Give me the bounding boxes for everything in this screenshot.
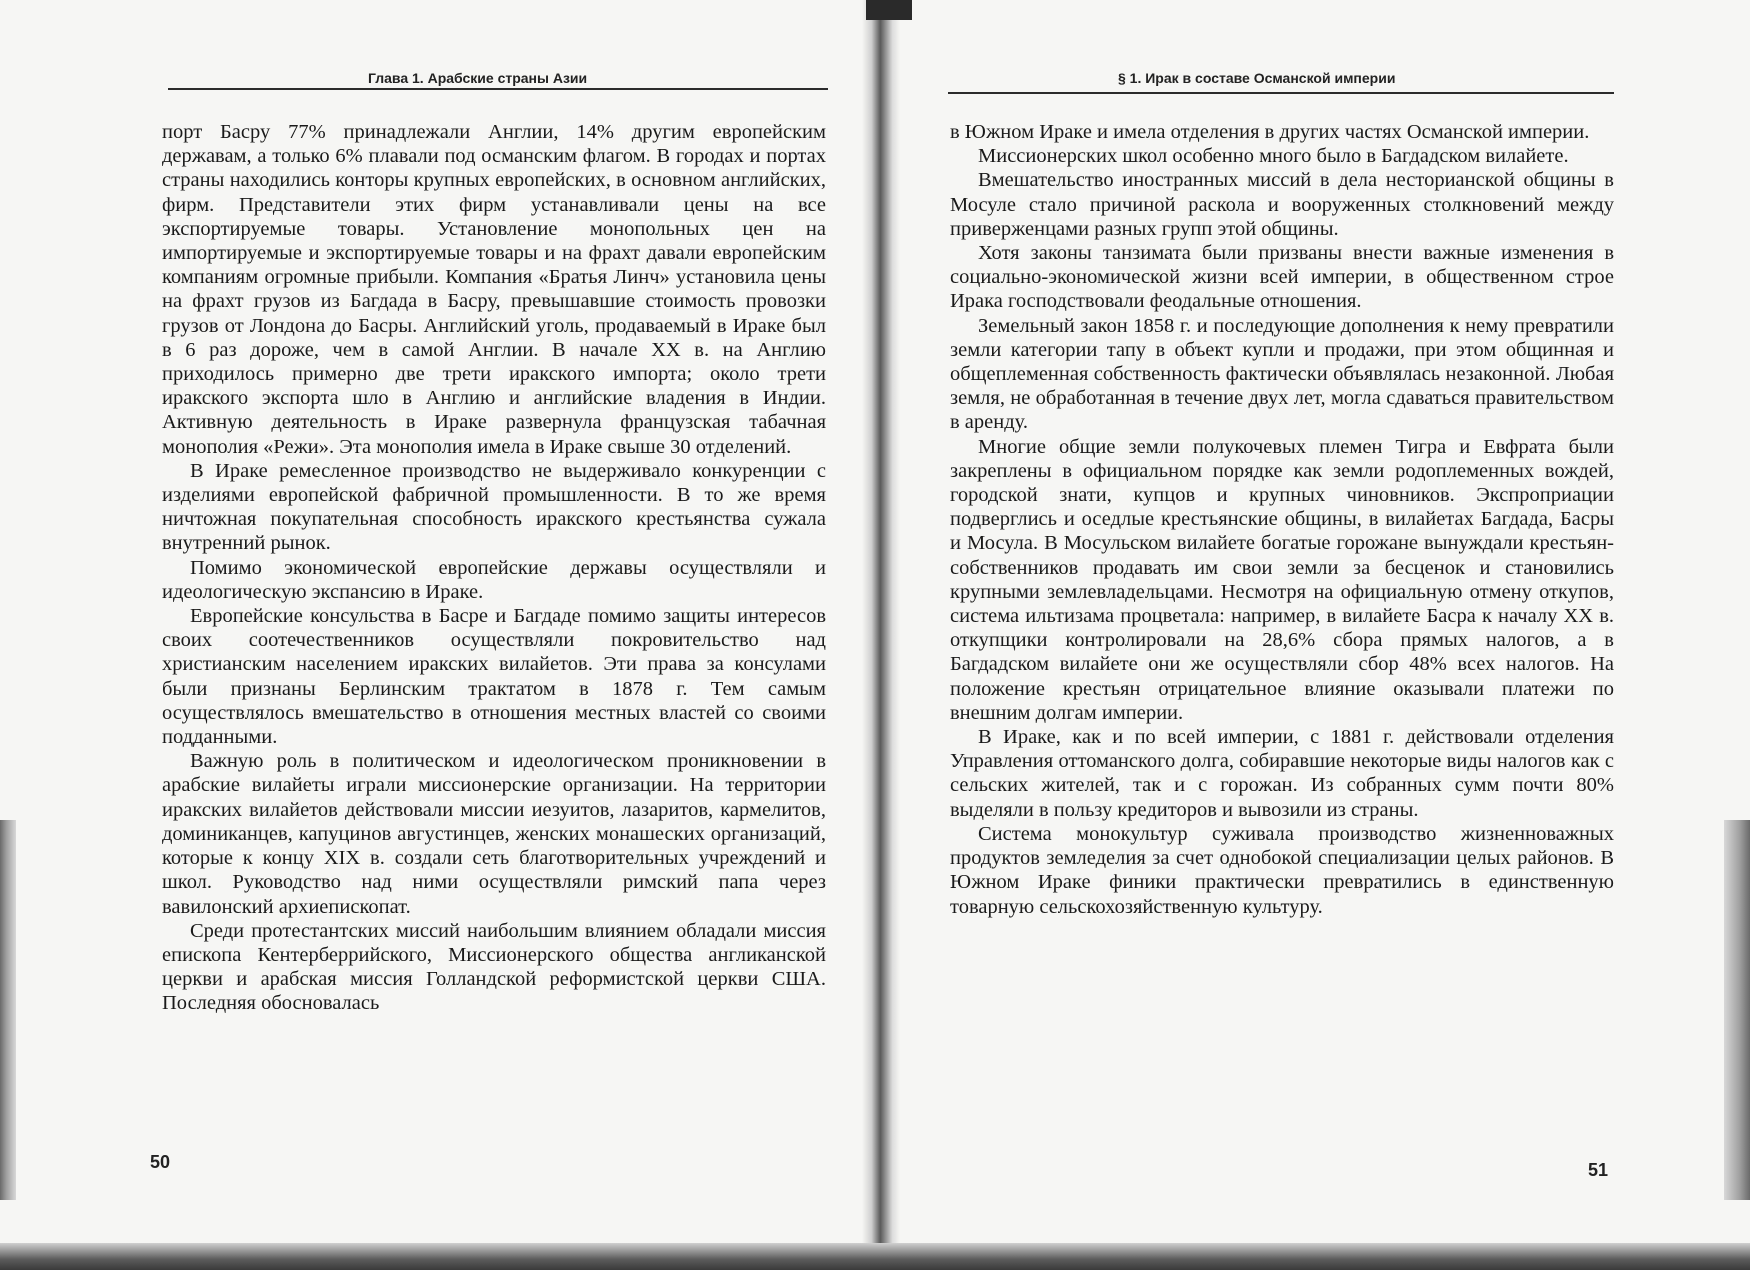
left-page-edge	[0, 820, 16, 1200]
paragraph: Важную роль в политическом и идеологическом проникновении в арабские вилайеты играли миссионерские организации. На территории иракских вилайетов действовали миссии иезуитов, лазаритов, кармелитов, доминиканцев, капуцинов августинцев, женских монашеских организаций, которые к концу XIX в. создали сеть благотворительных учреждений и школ. Руководство над ними осуществляли римский папа через вавилонский архиепископат.	[162, 750, 826, 918]
right-header-rule	[948, 92, 1614, 94]
paragraph: в Южном Ираке и имела отделения в других частях Османской империи.	[950, 121, 1590, 143]
paragraph: В Ираке, как и по всей империи, с 1881 г. действовали отделения Управления оттоманского долга, собиравшие некоторые виды налогов как с сельских жителей, так и с горожан. Из собранных сумм почти 80% выделяли в пользу кредиторов и вывозили из страны.	[950, 726, 1614, 821]
left-page-text	[162, 120, 826, 1016]
paragraph: порт Басру 77% принадлежали Англии, 14% другим европейским державам, а только 6% плавали под османским флагом. В городах и портах страны находились конторы крупных европейских, в основном английских, фирм. Представители этих фирм устанавливали цены на все экспортируемые товары. Установление монопольных цен на импортируемые и экспортируемые товары и на фрахт давали европейским компаниям огромные прибыли. Компания «Братья Линч» установила цены на фрахт грузов из Багдада в Басру, превышавшие стоимость провозки грузов от Лондона до Басры. Английский уголь, продаваемый в Ираке был в 6 раз дороже, чем в самой Англии. В начале XX в. на Англию приходилось примерно две трети иракского импорта; около трети иракского экспорта шло в Англию и английские владения в Индии. Активную деятельность в Ираке развернула французская табачная монополия «Режи». Эта монополия имела в Ираке свыше 30 отделений.	[162, 121, 826, 458]
right-page-text	[950, 120, 1614, 919]
right-page-edge	[1724, 820, 1750, 1200]
paragraph: Многие общие земли полукочевых племен Тигра и Евфрата были закреплены в официальном порядке как земли родоплеменных вождей, городской знати, купцов и крупных чиновников. Экспроприации подверглись и оседлые крестьянские общины, в вилайетах Багдада, Басры и Мосула. В Мосульском вилайете богатые горожане вынуждали крестьян-собственников продавать им свои земли за бесценок и становились крупными землевладельцами. Несмотря на официальную отмену откупов, система ильтизама процветала: например, в вилайете Басра к началу XX в. откупщики контролировали на 28,6% сбора прямых налогов, а в Багдадском вилайете они же осуществляли сбор 48% всех налогов. На положение крестьян отрицательное влияние оказывали платежи по внешним долгам империи.	[950, 435, 1614, 724]
left-running-head: Глава 1. Арабские страны Азии	[368, 70, 588, 86]
paragraph: Хотя законы танзимата были призваны внести важные изменения в социально-экономической жизни всей империи, в общественном строе Ирака господствовали феодальные отношения.	[950, 242, 1614, 313]
left-header-rule	[168, 88, 828, 90]
paragraph: Вмешательство иностранных миссий в дела несторианской общины в Мосуле стало причиной раскола и вооруженных столкновений между приверженцами разных групп этой общины.	[950, 169, 1614, 240]
right-running-head: § 1. Ирак в составе Османской империи	[1118, 70, 1396, 86]
bottom-edge-shadow	[0, 1243, 1750, 1270]
left-page-number: 50	[150, 1152, 171, 1172]
paragraph: Система монокультур суживала производство жизненноважных продуктов земледелия за счет однобокой специализации целых районов. В Южном Ираке финики практически превратились в единственную товарную сельскохозяйственную культуру.	[950, 822, 1614, 918]
paragraph: Земельный закон 1858 г. и последующие дополнения к нему превратили земли категории тапу в объект купли и продажи, при этом общинная и общеплеменная собственность фактически объявлялась незаконной. Любая земля, не обработанная в течение двух лет, могла сдаваться правительством в аренду.	[950, 314, 1614, 434]
gutter-top-shadow	[866, 0, 912, 20]
paragraph: В Ираке ремесленное производство не выдерживало конкуренции с изделиями европейской фабричной промышленности. В то же время ничтожная покупательная способность иракского крестьянства сужала внутренний рынок.	[162, 459, 826, 555]
paragraph: Помимо экономической европейские державы осуществляли и идеологическую экспансию в Ираке.	[162, 556, 826, 603]
paragraph: Среди протестантских миссий наибольшим влиянием обладали миссия епископа Кентерберрийского, Миссионерского общества англиканской церкви и арабская миссия Голландской реформистской церкви США. Последняя обосновалась	[162, 919, 826, 1015]
right-page-number: 51	[1588, 1160, 1609, 1180]
book-gutter	[862, 0, 900, 1270]
paragraph: Миссионерских школ особенно много было в Багдадском вилайете.	[978, 145, 1569, 168]
paragraph: Европейские консульства в Басре и Багдаде помимо защиты интересов своих соотечественников осуществляли покровительство над христианским населением иракских вилайетов. Эти права за консулами были признаны Берлинским трактатом в 1878 г. Тем самым осуществлялось вмешательство в отношения местных властей со своими подданными.	[162, 605, 826, 749]
